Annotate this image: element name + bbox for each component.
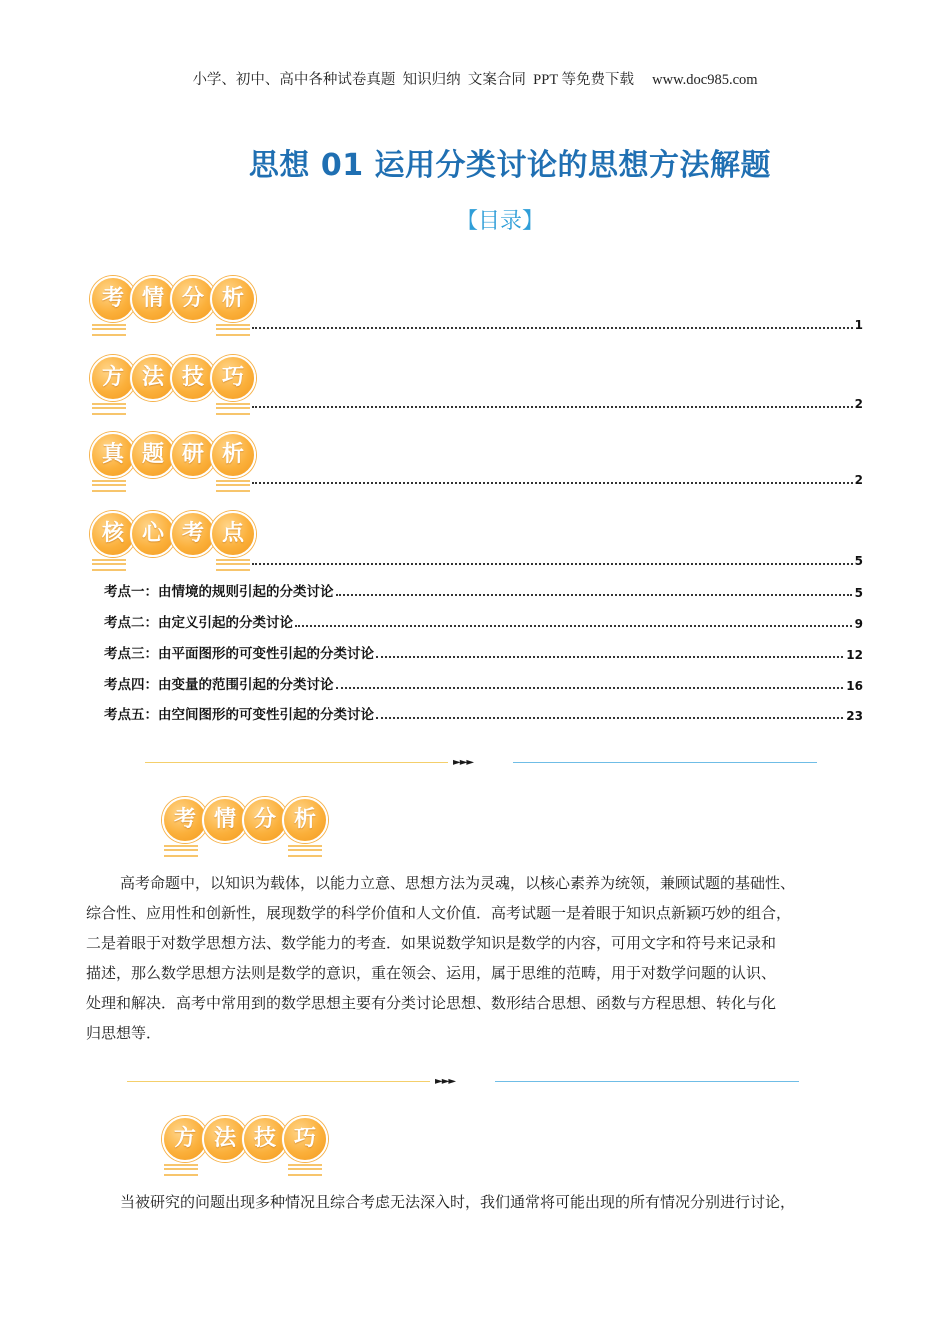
toc-entry-core[interactable]	[252, 552, 863, 568]
badge-char: 考	[170, 511, 216, 557]
paragraph-line: 当被研究的问题出现多种情况且综合考虑无法深入时，我们通常将可能出现的所有情况分别进行讨论，	[120, 1193, 796, 1211]
badge-char: 法	[130, 355, 176, 401]
toc-page-number: 5	[854, 586, 863, 600]
badge-char: 核	[90, 511, 136, 557]
section-divider	[127, 1076, 799, 1088]
badge-decoration	[92, 480, 126, 492]
toc-subentry-label: 考点四：由变量的范围引起的分类讨论	[104, 677, 334, 693]
document-title: 思想 01 运用分类讨论的思想方法解题	[248, 148, 772, 183]
toc-subentry-label: 考点一：由情境的规则引起的分类讨论	[104, 584, 334, 600]
badge-char: 法	[202, 1116, 248, 1162]
section-badge-analysis	[158, 797, 328, 855]
badge-decoration	[288, 845, 322, 857]
toc-page-number: 23	[846, 709, 863, 723]
toc-subentry-label: 考点二：由定义引起的分类讨论	[104, 615, 293, 631]
badge-char: 析	[210, 276, 256, 322]
toc-leader-dots	[336, 686, 844, 689]
badge-decoration	[92, 403, 126, 415]
toc-leader-dots	[376, 655, 843, 658]
badge-char: 技	[242, 1116, 288, 1162]
badge-char: 分	[242, 797, 288, 843]
toc-entry-analysis[interactable]	[252, 316, 863, 332]
toc-page-number: 9	[854, 617, 863, 631]
toc-entry-methods[interactable]	[252, 395, 863, 411]
toc-subentry[interactable]	[104, 582, 863, 600]
badge-char: 方	[162, 1116, 208, 1162]
section-divider	[145, 757, 817, 769]
badge-char: 点	[210, 511, 256, 557]
arrow-icon: ►►►	[453, 757, 474, 768]
paragraph-line: 描述，那么数学思想方法则是数学的意识，重在领会、运用，属于思维的范畴，用于对数学问题的认识、	[86, 964, 777, 982]
badge-decoration	[288, 1164, 322, 1176]
toc-badge-analysis[interactable]	[86, 276, 256, 334]
badge-char: 析	[282, 797, 328, 843]
paragraph-line: 高考命题中，以知识为载体，以能力立意、思想方法为灵魂，以核心素养为统领，兼顾试题的基础性、	[120, 874, 796, 892]
methods-paragraph	[86, 1187, 868, 1217]
badge-decoration	[92, 559, 126, 571]
badge-char: 情	[130, 276, 176, 322]
page-header: 小学、初中、高中各种试卷真题 知识归纳 文案合同 PPT 等免费下载 www.doc985.com	[192, 72, 758, 88]
badge-decoration	[216, 403, 250, 415]
badge-char: 方	[90, 355, 136, 401]
toc-leader-dots	[376, 716, 843, 719]
toc-leader-dots	[252, 326, 853, 329]
section-badge-methods	[158, 1116, 328, 1174]
paragraph-line: 归思想等．	[86, 1024, 162, 1042]
badge-char: 题	[130, 432, 176, 478]
toc-leader-dots	[336, 593, 852, 596]
badge-char: 分	[170, 276, 216, 322]
toc-page-number: 16	[846, 679, 863, 693]
toc-page-number: 2	[854, 397, 863, 411]
paragraph-line: 处理和解决．高考中常用到的数学思想主要有分类讨论思想、数形结合思想、函数与方程思想、转化与化	[86, 994, 777, 1012]
badge-decoration	[216, 480, 250, 492]
toc-heading: 【目录】	[455, 209, 544, 234]
badge-char: 巧	[210, 355, 256, 401]
badge-decoration	[164, 845, 198, 857]
badge-char: 真	[90, 432, 136, 478]
badge-char: 考	[90, 276, 136, 322]
toc-leader-dots	[295, 624, 852, 627]
toc-badge-core[interactable]	[86, 511, 256, 569]
toc-subentry[interactable]	[104, 613, 863, 631]
toc-subentry[interactable]	[104, 705, 863, 723]
badge-char: 研	[170, 432, 216, 478]
badge-char: 技	[170, 355, 216, 401]
toc-leader-dots	[252, 562, 853, 565]
arrow-icon: ►►►	[435, 1076, 456, 1087]
toc-subentry[interactable]	[104, 675, 863, 693]
badge-char: 考	[162, 797, 208, 843]
badge-decoration	[164, 1164, 198, 1176]
toc-page-number: 5	[854, 554, 863, 568]
toc-page-number: 1	[854, 318, 863, 332]
badge-decoration	[92, 324, 126, 336]
toc-badge-methods[interactable]	[86, 355, 256, 413]
paragraph-line: 二是着眼于对数学思想方法、数学能力的考查．如果说数学知识是数学的内容，可用文字和符号来记录和	[86, 934, 777, 952]
toc-subentry-label: 考点五：由空间图形的可变性引起的分类讨论	[104, 707, 374, 723]
badge-char: 析	[210, 432, 256, 478]
badge-char: 情	[202, 797, 248, 843]
badge-decoration	[216, 324, 250, 336]
toc-leader-dots	[252, 405, 853, 408]
toc-subentry[interactable]	[104, 644, 863, 662]
badge-char: 心	[130, 511, 176, 557]
toc-entry-real-exam[interactable]	[252, 471, 863, 487]
toc-subentry-label: 考点三：由平面图形的可变性引起的分类讨论	[104, 646, 374, 662]
paragraph-line: 综合性、应用性和创新性，展现数学的科学价值和人文价值．高考试题一是着眼于知识点新颖巧妙的组合，	[86, 904, 792, 922]
analysis-paragraph	[86, 868, 868, 1048]
toc-leader-dots	[252, 481, 853, 484]
badge-char: 巧	[282, 1116, 328, 1162]
badge-decoration	[216, 559, 250, 571]
toc-page-number: 12	[846, 648, 863, 662]
toc-page-number: 2	[854, 473, 863, 487]
toc-badge-real-exam[interactable]	[86, 432, 256, 490]
